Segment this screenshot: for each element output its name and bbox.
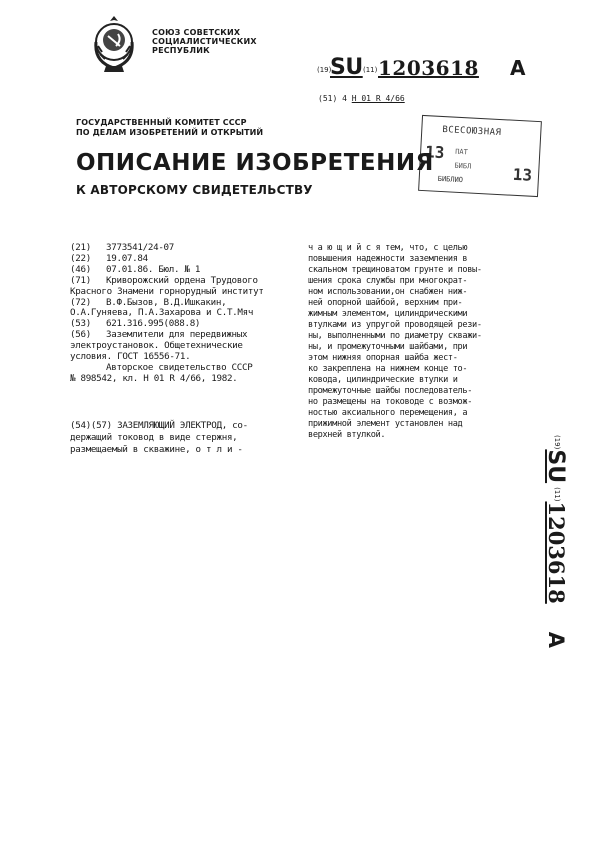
abstract-line: верхней втулкой. (308, 430, 386, 440)
side-inid-11: (11) (553, 487, 561, 502)
field-tag: (53) (70, 318, 91, 330)
stamp-left-number: 13 (424, 142, 445, 163)
abstract-line: жимным элементом, цилиндрическими (308, 309, 468, 319)
abstract-line: ковода, цилиндрические втулки и (308, 375, 458, 385)
kind-code: A (510, 56, 526, 80)
abstract-right-column (308, 243, 532, 441)
field-56-cont: Авторское свидетельство СССР (106, 361, 253, 373)
stamp-mid1: ПАТ (454, 147, 469, 157)
abstract-line: этом нижняя опорная шайба жест- (308, 353, 458, 363)
abstract-line: ч а ю щ и й с я тем, что, с целью (308, 243, 468, 253)
ipc-prefix: (51) 4 (318, 94, 347, 103)
field-tag: (46) (70, 263, 91, 275)
committee-line: ПО ДЕЛАМ ИЗОБРЕТЕНИЙ И ОТКРЫТИЙ (76, 128, 264, 137)
ipc-code: Н 01 R 4/66 (351, 94, 405, 103)
field-56-cont: электроустановок. Общетехнические (70, 340, 243, 352)
library-stamp (418, 115, 542, 197)
field-72-cont: О.А.Гуняева, П.А.Захарова и С.Т.Мяч (70, 307, 254, 319)
ussr-emblem-icon (88, 12, 140, 76)
inid-19: (19) (317, 66, 332, 74)
country-name (152, 28, 257, 55)
abstract-line: ны, и промежуточными шайбами, при (308, 342, 468, 352)
stamp-bottom: БИБЛИО (437, 174, 464, 185)
country-line: СОЮЗ СОВЕТСКИХ (152, 28, 241, 37)
side-patent-code (533, 435, 573, 655)
abstract-line: ней опорной шайбой, верхним при- (308, 298, 463, 308)
abstract-line: (54)(57) ЗАЗЕМЛЯЮЩИЙ ЭЛЕКТРОД, со- (70, 420, 248, 431)
abstract-line: промежуточные шайбы последователь- (308, 386, 473, 396)
committee-name (76, 118, 263, 138)
field-tag: (56) (70, 329, 91, 341)
field-21 (70, 243, 302, 254)
abstract-line: ны, выполненными по диаметру скважи- (308, 331, 482, 341)
field-71 (70, 276, 302, 287)
inid-11: (11) (363, 66, 378, 74)
abstract-line: шения срока службы при многократ- (308, 276, 468, 286)
abstract-line: но размещены на тоководе с возмож- (308, 397, 473, 407)
stamp-top: ВСЕСОЮЗНАЯ (442, 124, 502, 139)
stamp-right-number: 13 (512, 164, 533, 185)
abstract-line: ностью аксиального перемещения, а (308, 408, 468, 418)
field-tag: (71) (70, 274, 91, 286)
bibliographic-data (70, 243, 302, 385)
abstract-line: держащий токовод в виде стержня, (70, 432, 238, 443)
patent-number: 1203618 (378, 56, 479, 80)
field-text: В.Ф.Бызов, В.Д.Ишкакин, (106, 296, 227, 308)
field-56-cont: № 898542, кл. Н 01 R 4/66, 1982. (70, 372, 238, 384)
country-line: РЕСПУБЛИК (152, 46, 210, 55)
side-patent-number: 1203618 (544, 501, 569, 604)
field-56-cont: условия. ГОСТ 16556-71. (70, 351, 191, 363)
document-subtitle: К АВТОРСКОМУ СВИДЕТЕЛЬСТВУ (76, 183, 313, 197)
ipc-classification (318, 94, 405, 103)
field-tag: (21) (70, 242, 91, 253)
field-text: 07.01.86. Бюл. № 1 (106, 263, 201, 275)
field-tag: (72) (70, 296, 91, 308)
abstract-line: повышения надежности заземления в (308, 254, 468, 264)
field-text: Криворожский ордена Трудового (106, 274, 258, 286)
field-text: 19.07.84 (106, 252, 148, 264)
committee-line: ГОСУДАРСТВЕННЫЙ КОМИТЕТ СССР (76, 118, 247, 127)
side-kind-code: A (544, 631, 568, 649)
field-text: 3773541/24-07 (106, 242, 175, 253)
abstract-line: размещаемый в скважине, о т л и - (70, 444, 243, 455)
abstract-line: скальном трещиноватом грунте и повы- (308, 265, 482, 275)
country-line: СОЦИАЛИСТИЧЕСКИХ (152, 37, 257, 46)
side-code-text (543, 435, 569, 648)
field-tag: (22) (70, 252, 91, 264)
stamp-mid2: БИБЛ (454, 161, 472, 171)
field-71-cont: Красного Знамени горнорудный институт (70, 285, 264, 297)
abstract-line: ко закреплена на нижнем конце то- (308, 364, 468, 374)
field-text: Заземлители для передвижных (106, 329, 248, 341)
abstract-line: ном использовании,он снабжен ниж- (308, 287, 468, 297)
abstract-line: втулками из упругой проводящей рези- (308, 320, 482, 330)
abstract-line: прижимной элемент установлен над (308, 419, 463, 429)
side-country-code: SU (543, 449, 568, 484)
field-text: 621.316.995(088.8) (106, 318, 201, 330)
country-code: SU (330, 55, 363, 80)
abstract-left-column (70, 420, 302, 456)
side-inid-19: (19) (553, 435, 561, 450)
document-title: ОПИСАНИЕ ИЗОБРЕТЕНИЯ (76, 150, 434, 176)
